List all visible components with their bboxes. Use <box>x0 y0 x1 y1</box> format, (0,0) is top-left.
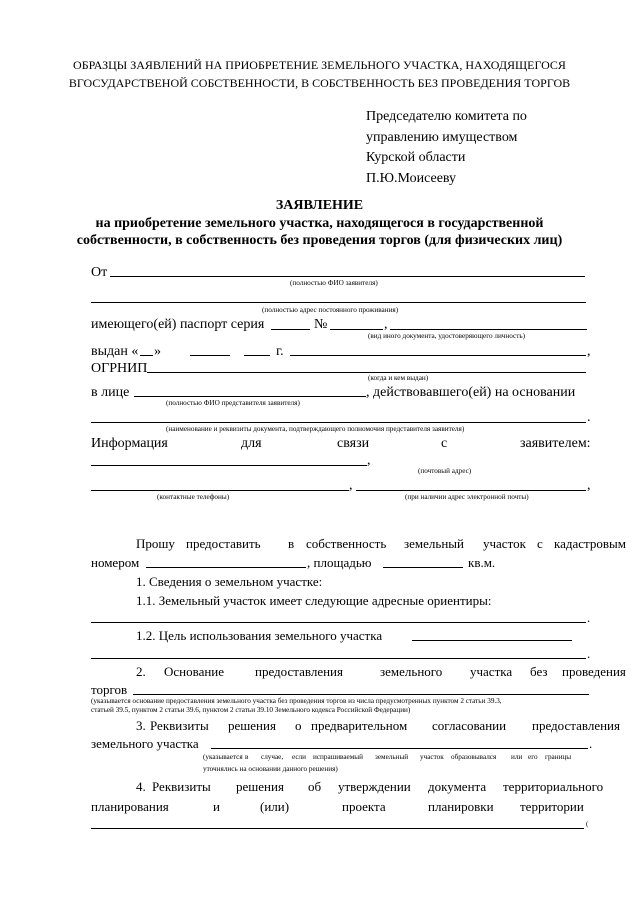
request-word-5: земельный <box>404 536 464 551</box>
item-3-word-7: предоставления <box>532 718 620 733</box>
request-word-6: участок <box>483 536 526 551</box>
representative-fio-field[interactable] <box>134 396 366 397</box>
item-3-word-4: о <box>295 718 302 733</box>
item-4-cont-w3: (или) <box>260 799 290 814</box>
hint-email: (при наличии адрес электронной почты) <box>405 493 529 501</box>
request-word-4: собственность <box>306 536 387 551</box>
item-4-word-1: 4. <box>136 779 146 794</box>
email-field[interactable] <box>356 490 586 491</box>
item-3-hint-w6: земельный <box>375 753 409 761</box>
issued-day-field[interactable] <box>140 355 153 356</box>
item-2-word-1: 2. <box>136 664 146 679</box>
request-word-3: в <box>288 536 295 551</box>
item-2-hint-1: (указывается основание предоставления земельного участка без проведения торгов из числа предусмотренных пунктом 2 статьи 39.3, <box>91 697 502 705</box>
item-1-1: 1.1. Земельный участок имеет следующие адресные ориентиры: <box>136 593 492 608</box>
hint-applicant-address: (полностью адрес постоянного проживания) <box>262 306 399 314</box>
item-3-hint-w7: участок <box>420 753 444 761</box>
item-4-word-5: утверждении <box>338 779 411 794</box>
number-label: номером <box>91 555 140 570</box>
contact-word-1: Информация <box>91 436 168 451</box>
document-subtitle-1: на приобретение земельного участка, находящегося в государственной <box>95 216 544 231</box>
item-2-word-3: предоставления <box>255 664 343 679</box>
postal-address-field[interactable] <box>91 465 367 466</box>
item-3-hint-w5: испрашиваемый <box>313 753 363 761</box>
ogrnip-field[interactable] <box>147 372 586 373</box>
ogrnip-label: ОГРНИП <box>91 361 148 376</box>
item-2-word-5: участка <box>470 664 513 679</box>
address-landmarks-field[interactable] <box>91 622 586 623</box>
document-subtitle-2: собственности, в собственность без проведения торгов (для физических лиц) <box>76 233 563 248</box>
hint-other-id-document: (вид иного документа, удостоверяющего личность) <box>368 332 526 340</box>
basis-field[interactable] <box>133 694 589 695</box>
item-2-word-2: Основание <box>164 664 225 679</box>
hint-when-by: (когда и кем выдан) <box>368 374 429 382</box>
passport-number-field[interactable] <box>330 329 383 330</box>
hint-applicant-fio: (полностью ФИО заявителя) <box>290 279 378 287</box>
item-2-word-7: проведения <box>562 664 626 679</box>
header-line-2: ВГОСУДАРСТВЕНОЙ СОБСТВЕННОСТИ, В СОБСТВЕННОСТЬ БЕЗ ПРОВЕДЕНИЯ ТОРГОВ <box>68 76 571 90</box>
authority-document-field[interactable] <box>91 422 586 423</box>
applicant-address-field[interactable] <box>91 302 586 303</box>
item-3-cont: земельного участка <box>91 736 199 751</box>
item-4-word-3: решения <box>236 779 284 794</box>
item-3-hint-w3: случае, <box>261 753 284 761</box>
period-sep: . <box>587 610 591 625</box>
item-3-hint-w2: в <box>245 753 249 761</box>
item-3-word-6: согласовании <box>432 718 507 733</box>
item-4-cont-w2: и <box>213 799 220 814</box>
item-4-cont-w1: планирования <box>91 799 169 814</box>
paren-open: ( <box>586 820 589 828</box>
land-use-purpose-field[interactable] <box>412 640 572 641</box>
hint-representative-fio: (полностью ФИО представителя заявителя) <box>166 399 300 407</box>
item-2-cont: торгов <box>91 682 128 697</box>
item-4-word-4: об <box>308 779 322 794</box>
item-4-word-7: территориального <box>503 779 604 794</box>
area-field[interactable] <box>383 567 463 568</box>
addressee-line-1: Председателю комитета по <box>366 109 527 124</box>
request-word-1: Прошу <box>136 536 175 551</box>
item-3-hint-w9: или <box>511 753 523 761</box>
item-4-word-2: Реквизиты <box>152 779 211 794</box>
item-3-hint-w8: образовывался <box>451 753 497 761</box>
item-3-hint-w1: (указывается <box>203 753 243 761</box>
acting-label: , действовавшего(ей) на основании <box>366 385 576 400</box>
item-3-word-2: Реквизиты <box>150 718 209 733</box>
contact-word-3: связи <box>337 436 370 451</box>
item-1-heading: 1. Сведения о земельном участке: <box>136 574 323 589</box>
period-sep: . <box>587 410 591 425</box>
item-4-cont-w5: планировки <box>428 799 494 814</box>
item-3-hint-w11: границы <box>545 753 572 761</box>
item-1-2: 1.2. Цель использования земельного участка <box>136 628 383 643</box>
applicant-fio-field[interactable] <box>110 276 585 277</box>
contact-word-4: с <box>441 436 448 451</box>
issued-month-field[interactable] <box>190 355 230 356</box>
from-label: От <box>91 265 108 280</box>
passport-series-field[interactable] <box>271 329 310 330</box>
passport-label: имеющего(ей) паспорт серия <box>91 317 265 332</box>
period-sep: . <box>589 736 593 751</box>
request-word-7: с <box>537 536 543 551</box>
hint-authority-document: (наименование и реквизиты документа, подтверждающего полномочия представителя заявителя) <box>166 425 465 433</box>
item-3-hint-2: уточнялись на основании данного решения) <box>203 765 338 773</box>
hint-postal-address: (почтовый адрес) <box>418 467 472 475</box>
area-unit: кв.м. <box>468 555 496 570</box>
issued-by-field[interactable] <box>290 355 586 356</box>
document-title: ЗАЯВЛЕНИЕ <box>275 198 364 213</box>
other-id-document-field[interactable] <box>390 329 587 330</box>
comma-sep: , <box>587 344 591 359</box>
comma-sep: , <box>587 478 591 493</box>
land-use-purpose-field-cont[interactable] <box>91 658 586 659</box>
period-sep: . <box>587 646 591 661</box>
issued-quote-close: » <box>154 344 161 359</box>
contact-word-2: для <box>241 436 262 451</box>
person-label: в лице <box>91 385 130 400</box>
header-line-1: ОБРАЗЦЫ ЗАЯВЛЕНИЙ НА ПРИОБРЕТЕНИЕ ЗЕМЕЛЬНОГО УЧАСТКА, НАХОДЯЩЕГОСЯ <box>73 58 566 72</box>
item-3-word-3: решения <box>228 718 276 733</box>
number-sign: № <box>314 317 328 332</box>
cadastral-number-field[interactable] <box>146 567 306 568</box>
comma-sep: , <box>384 317 388 332</box>
issued-label: выдан « <box>91 344 139 359</box>
territorial-planning-field[interactable] <box>91 828 584 829</box>
item-3-hint-w4: если <box>292 753 306 761</box>
addressee-line-2: управлению имуществом <box>366 130 518 145</box>
item-4-cont-w6: территории <box>520 799 584 814</box>
item-4-cont-w4: проекта <box>342 799 386 814</box>
item-3-word-1: 3. <box>136 718 146 733</box>
comma-sep: , <box>367 453 371 468</box>
request-word-8: кадастровым <box>554 536 626 551</box>
addressee-line-4: П.Ю.Моисееву <box>366 171 457 186</box>
issued-year-field[interactable] <box>244 355 270 356</box>
contact-phones-field[interactable] <box>91 490 349 491</box>
item-2-word-4: земельного <box>380 664 443 679</box>
city-label: г. <box>276 344 284 359</box>
comma-sep: , <box>349 478 353 493</box>
item-3-hint-w10: его <box>528 753 538 761</box>
item-2-word-6: без <box>530 664 548 679</box>
item-2-hint-2: статьей 39.5, пунктом 2 статьи 39.6, пунктом 2 статьи 39.10 Земельного кодекса Российской Федерации) <box>91 706 411 714</box>
contact-word-5: заявителем: <box>520 436 591 451</box>
addressee-line-3: Курской области <box>366 150 466 165</box>
hint-contact-phones: (контактные телефоны) <box>157 493 230 501</box>
item-3-word-5: предварительном <box>311 718 408 733</box>
preliminary-approval-field[interactable] <box>211 748 588 749</box>
item-4-word-6: документа <box>428 779 487 794</box>
area-label: , площадью <box>307 555 372 570</box>
request-word-2: предоставить <box>186 536 261 551</box>
